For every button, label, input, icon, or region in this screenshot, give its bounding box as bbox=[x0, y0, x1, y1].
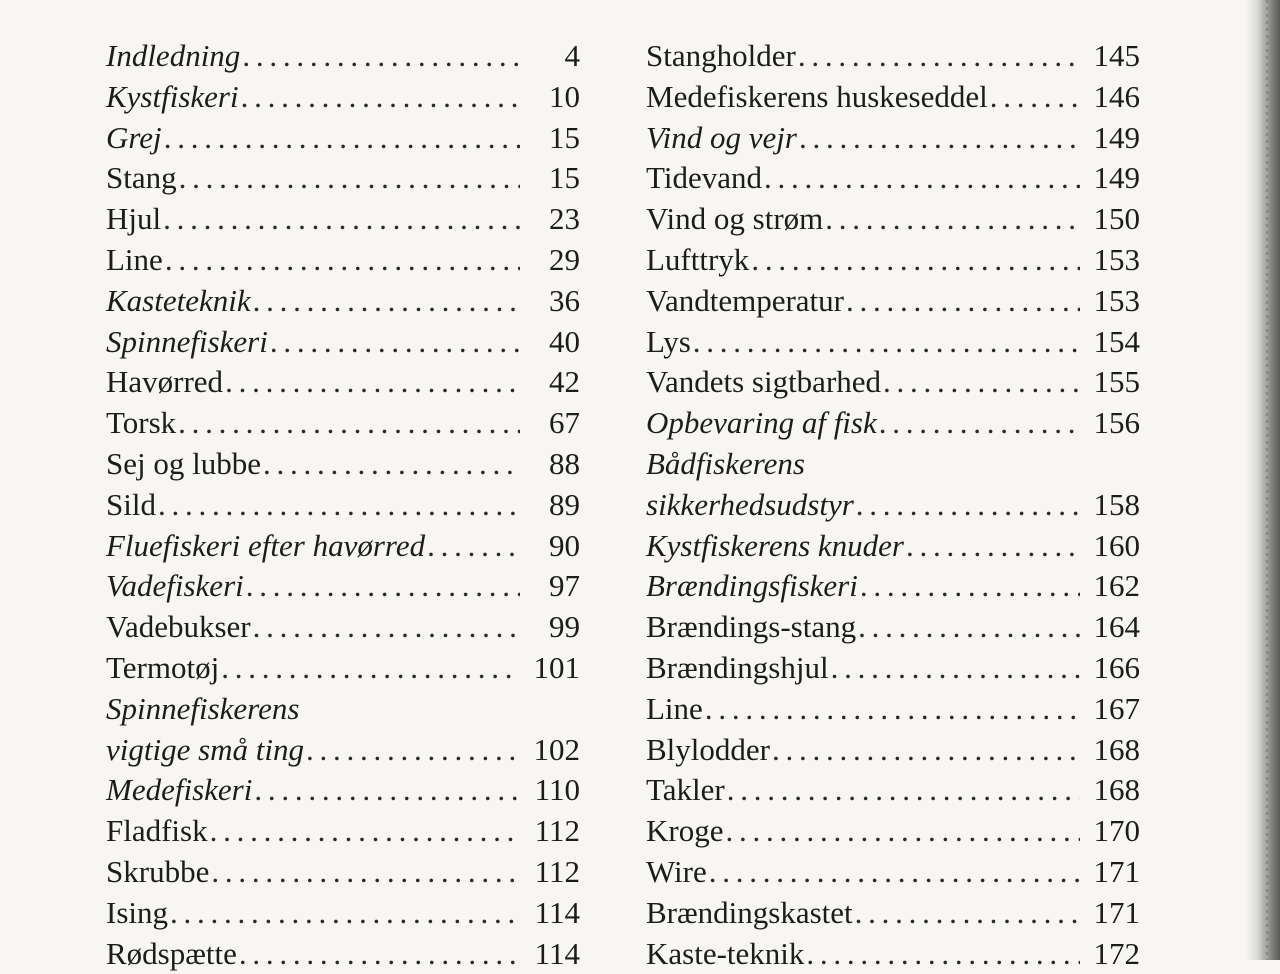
toc-entry bbox=[106, 77, 580, 118]
toc-entry bbox=[106, 852, 580, 893]
toc-entry bbox=[646, 158, 1140, 199]
dot-leader bbox=[806, 934, 1080, 974]
toc-entry-title: Lufttryk bbox=[646, 241, 750, 277]
dot-leader bbox=[270, 322, 520, 363]
toc-entry-title: Kaste-teknik bbox=[646, 935, 805, 971]
toc-entry-page: 154 bbox=[1093, 323, 1140, 359]
dot-leader bbox=[263, 444, 520, 485]
toc-entry bbox=[646, 893, 1140, 934]
toc-entry-title: Line bbox=[646, 690, 703, 726]
toc-entry bbox=[646, 118, 1140, 159]
toc-entry-title: Takler bbox=[646, 772, 725, 808]
toc-entry-title: Brændingsfiskeri bbox=[646, 568, 858, 604]
dot-leader bbox=[831, 648, 1080, 689]
toc-entry-page: 23 bbox=[549, 201, 580, 237]
dot-leader bbox=[799, 118, 1080, 159]
toc-entry-page: 164 bbox=[1093, 609, 1140, 645]
toc-entry bbox=[646, 811, 1140, 852]
dot-leader bbox=[855, 893, 1080, 934]
toc-entry-title: Brændingskastet bbox=[646, 894, 853, 930]
toc-entry-page: 89 bbox=[549, 486, 580, 522]
dot-leader bbox=[239, 934, 520, 974]
toc-entry-page: 153 bbox=[1093, 282, 1140, 318]
toc-entry-title: Stang bbox=[106, 160, 177, 196]
dot-leader bbox=[727, 770, 1080, 811]
toc-entry-page: 155 bbox=[1093, 364, 1140, 400]
toc-entry-title: Indledning bbox=[106, 38, 241, 73]
dot-leader bbox=[856, 485, 1080, 526]
toc-entry-title: Skrubbe bbox=[106, 853, 210, 889]
dot-leader bbox=[725, 811, 1080, 852]
toc-entry bbox=[106, 158, 580, 199]
toc-entry-title: Torsk bbox=[106, 405, 177, 441]
toc-entry bbox=[106, 566, 580, 607]
toc-entry-title: Opbevaring af fisk bbox=[646, 405, 877, 441]
dot-leader bbox=[705, 689, 1080, 730]
toc-entry-title: Lys bbox=[646, 323, 691, 359]
toc-entry bbox=[646, 36, 1140, 77]
toc-entry bbox=[106, 934, 580, 974]
toc-entry bbox=[646, 77, 1140, 118]
toc-entry-title: Medefiskeri bbox=[106, 772, 253, 808]
toc-entry bbox=[106, 485, 580, 526]
toc-entry bbox=[106, 322, 580, 363]
dot-leader bbox=[858, 607, 1080, 648]
toc-entry bbox=[106, 118, 580, 159]
toc-entry bbox=[106, 648, 580, 689]
toc-entry-title: Line bbox=[106, 241, 163, 277]
toc-entry-page: 168 bbox=[1093, 731, 1140, 767]
toc-entry-title: Blylodder bbox=[646, 731, 770, 767]
page-edge-shadow bbox=[1246, 0, 1280, 960]
toc-entry-title: Vind og vejr bbox=[646, 119, 797, 155]
toc-entry bbox=[106, 403, 580, 444]
toc-entry bbox=[646, 362, 1140, 403]
toc-entry-page: 67 bbox=[549, 405, 580, 441]
toc-entry bbox=[646, 444, 1140, 485]
toc-entry-title: Havørred bbox=[106, 364, 224, 400]
toc-entry-title: sikkerhedsudstyr bbox=[646, 486, 854, 522]
toc-entry-title: Wire bbox=[646, 853, 707, 889]
toc-entry-page: 112 bbox=[534, 853, 580, 889]
dot-leader bbox=[846, 281, 1080, 322]
toc-entry-title: Spinnefiskerens bbox=[106, 690, 300, 726]
toc-entry-page: 158 bbox=[1093, 486, 1140, 522]
dot-leader bbox=[163, 199, 520, 240]
toc-entry-page: 4 bbox=[564, 38, 580, 73]
toc-entry-page: 170 bbox=[1093, 813, 1140, 849]
toc-entry-page: 150 bbox=[1093, 201, 1140, 237]
toc-entry-page: 156 bbox=[1093, 405, 1140, 441]
toc-entry bbox=[106, 689, 580, 730]
dot-leader bbox=[772, 730, 1080, 771]
toc-entry bbox=[106, 36, 580, 77]
toc-entry-page: 29 bbox=[549, 241, 580, 277]
dot-leader bbox=[170, 893, 520, 934]
dot-leader bbox=[709, 852, 1080, 893]
toc-entry-page: 149 bbox=[1093, 160, 1140, 196]
toc-entry-title: Tidevand bbox=[646, 160, 762, 196]
toc-entry bbox=[646, 240, 1140, 281]
toc-entry bbox=[106, 281, 580, 322]
toc-entry-page: 145 bbox=[1093, 38, 1140, 73]
toc-entry bbox=[646, 199, 1140, 240]
toc-entry-page: 15 bbox=[549, 119, 580, 155]
toc-entry-title: Hjul bbox=[106, 201, 162, 237]
toc-entry bbox=[646, 770, 1140, 811]
toc-entry-title: Grej bbox=[106, 119, 162, 155]
toc-entry-title: Kystfiskerens knuder bbox=[646, 527, 904, 563]
toc-entry-page: 168 bbox=[1093, 772, 1140, 808]
dot-leader bbox=[253, 281, 520, 322]
toc-entry-title: Kroge bbox=[646, 813, 724, 849]
toc-entry-title: Rødspætte bbox=[106, 935, 237, 971]
toc-entry bbox=[646, 852, 1140, 893]
toc-entry bbox=[106, 893, 580, 934]
toc-entry-title: Brændingshjul bbox=[646, 649, 829, 685]
toc-entry bbox=[646, 403, 1140, 444]
toc-entry-title: Kasteteknik bbox=[106, 282, 251, 318]
toc-entry-page: 112 bbox=[534, 813, 580, 849]
toc-entry-title: Spinnefiskeri bbox=[106, 323, 268, 359]
toc-entry bbox=[646, 730, 1140, 771]
toc-entry-page: 102 bbox=[533, 731, 580, 767]
toc-entry-page: 40 bbox=[549, 323, 580, 359]
toc-column-right bbox=[646, 36, 1140, 974]
toc-entry bbox=[106, 526, 580, 567]
toc-entry-page: 101 bbox=[533, 649, 580, 685]
toc-entry-page: 99 bbox=[549, 609, 580, 645]
dot-leader bbox=[693, 322, 1080, 363]
toc-entry bbox=[106, 240, 580, 281]
toc-entry-page: 110 bbox=[534, 772, 580, 808]
dot-leader bbox=[225, 362, 520, 403]
toc-entry bbox=[646, 526, 1140, 567]
toc-entry-title: Termotøj bbox=[106, 649, 220, 685]
toc-entry bbox=[106, 444, 580, 485]
toc-entry-page: 149 bbox=[1093, 119, 1140, 155]
toc-entry-title: Medefiskerens huskeseddel bbox=[646, 78, 988, 114]
toc-entry-title: Kystfiskeri bbox=[106, 78, 239, 114]
toc-entry-title: Fladfisk bbox=[106, 813, 208, 849]
toc-entry-title: Ising bbox=[106, 894, 168, 930]
dot-leader bbox=[254, 770, 520, 811]
toc-entry-title: Sild bbox=[106, 486, 156, 522]
dot-leader bbox=[246, 566, 520, 607]
toc-entry bbox=[646, 485, 1140, 526]
toc-entry-page: 36 bbox=[549, 282, 580, 318]
toc-entry-title: Fluefiskeri efter havørred bbox=[106, 527, 426, 563]
toc-entry bbox=[646, 281, 1140, 322]
toc-entry bbox=[106, 811, 580, 852]
toc-entry bbox=[646, 934, 1140, 974]
dot-leader bbox=[221, 648, 520, 689]
toc-entry bbox=[646, 322, 1140, 363]
dot-leader bbox=[306, 730, 520, 771]
dot-leader bbox=[751, 240, 1080, 281]
toc-entry-page: 160 bbox=[1093, 527, 1140, 563]
toc-entry-title: Vandtemperatur bbox=[646, 282, 844, 318]
toc-entry-title: Sej og lubbe bbox=[106, 445, 261, 481]
dot-leader bbox=[798, 36, 1080, 77]
toc-entry-title: Vandets sigtbarhed bbox=[646, 364, 882, 400]
dot-leader bbox=[906, 526, 1080, 567]
dot-leader bbox=[241, 77, 520, 118]
dot-leader bbox=[253, 607, 520, 648]
toc-entry-page: 146 bbox=[1093, 78, 1140, 114]
toc-entry-page: 97 bbox=[549, 568, 580, 604]
toc-entry bbox=[646, 566, 1140, 607]
dot-leader bbox=[158, 485, 520, 526]
toc-entry-title: Stangholder bbox=[646, 38, 796, 73]
dot-leader bbox=[165, 240, 520, 281]
toc-entry-page: 114 bbox=[534, 935, 580, 971]
toc-entry-page: 167 bbox=[1093, 690, 1140, 726]
toc-entry bbox=[646, 648, 1140, 689]
toc-entry-page: 88 bbox=[549, 445, 580, 481]
dot-leader bbox=[883, 362, 1080, 403]
dot-leader bbox=[879, 403, 1080, 444]
toc-entry-page: 171 bbox=[1093, 853, 1140, 889]
dot-leader bbox=[427, 526, 520, 567]
dot-leader bbox=[210, 811, 520, 852]
toc-entry-title: Bådfiskerens bbox=[646, 445, 805, 481]
toc-entry-page: 172 bbox=[1093, 935, 1140, 971]
toc-entry bbox=[106, 362, 580, 403]
toc-entry bbox=[106, 730, 580, 771]
toc-column-left bbox=[106, 36, 580, 974]
dot-leader bbox=[211, 852, 520, 893]
toc-entry bbox=[106, 199, 580, 240]
toc-entry bbox=[646, 689, 1140, 730]
dot-leader bbox=[178, 403, 520, 444]
toc-entry bbox=[106, 770, 580, 811]
toc-entry-page: 42 bbox=[549, 364, 580, 400]
toc-entry-title: Vind og strøm bbox=[646, 201, 824, 237]
dot-leader bbox=[860, 566, 1080, 607]
toc-entry bbox=[646, 607, 1140, 648]
toc-entry-page: 114 bbox=[534, 894, 580, 930]
toc-entry-page: 166 bbox=[1093, 649, 1140, 685]
dot-leader bbox=[179, 158, 520, 199]
toc-entry-page: 15 bbox=[549, 160, 580, 196]
toc-entry-page: 153 bbox=[1093, 241, 1140, 277]
toc-entry-page: 90 bbox=[549, 527, 580, 563]
toc-entry bbox=[106, 607, 580, 648]
dot-leader bbox=[764, 158, 1080, 199]
dot-leader bbox=[990, 77, 1080, 118]
toc-entry-page: 171 bbox=[1093, 894, 1140, 930]
toc-entry-title: Vadebukser bbox=[106, 609, 251, 645]
dot-leader bbox=[242, 36, 520, 77]
dot-leader bbox=[164, 118, 520, 159]
toc-entry-title: Brændings-stang bbox=[646, 609, 857, 645]
toc-entry-page: 10 bbox=[549, 78, 580, 114]
toc-entry-page: 162 bbox=[1093, 568, 1140, 604]
toc-entry-title: Vadefiskeri bbox=[106, 568, 244, 604]
toc-entry-title: vigtige små ting bbox=[106, 731, 305, 767]
dot-leader bbox=[825, 199, 1080, 240]
